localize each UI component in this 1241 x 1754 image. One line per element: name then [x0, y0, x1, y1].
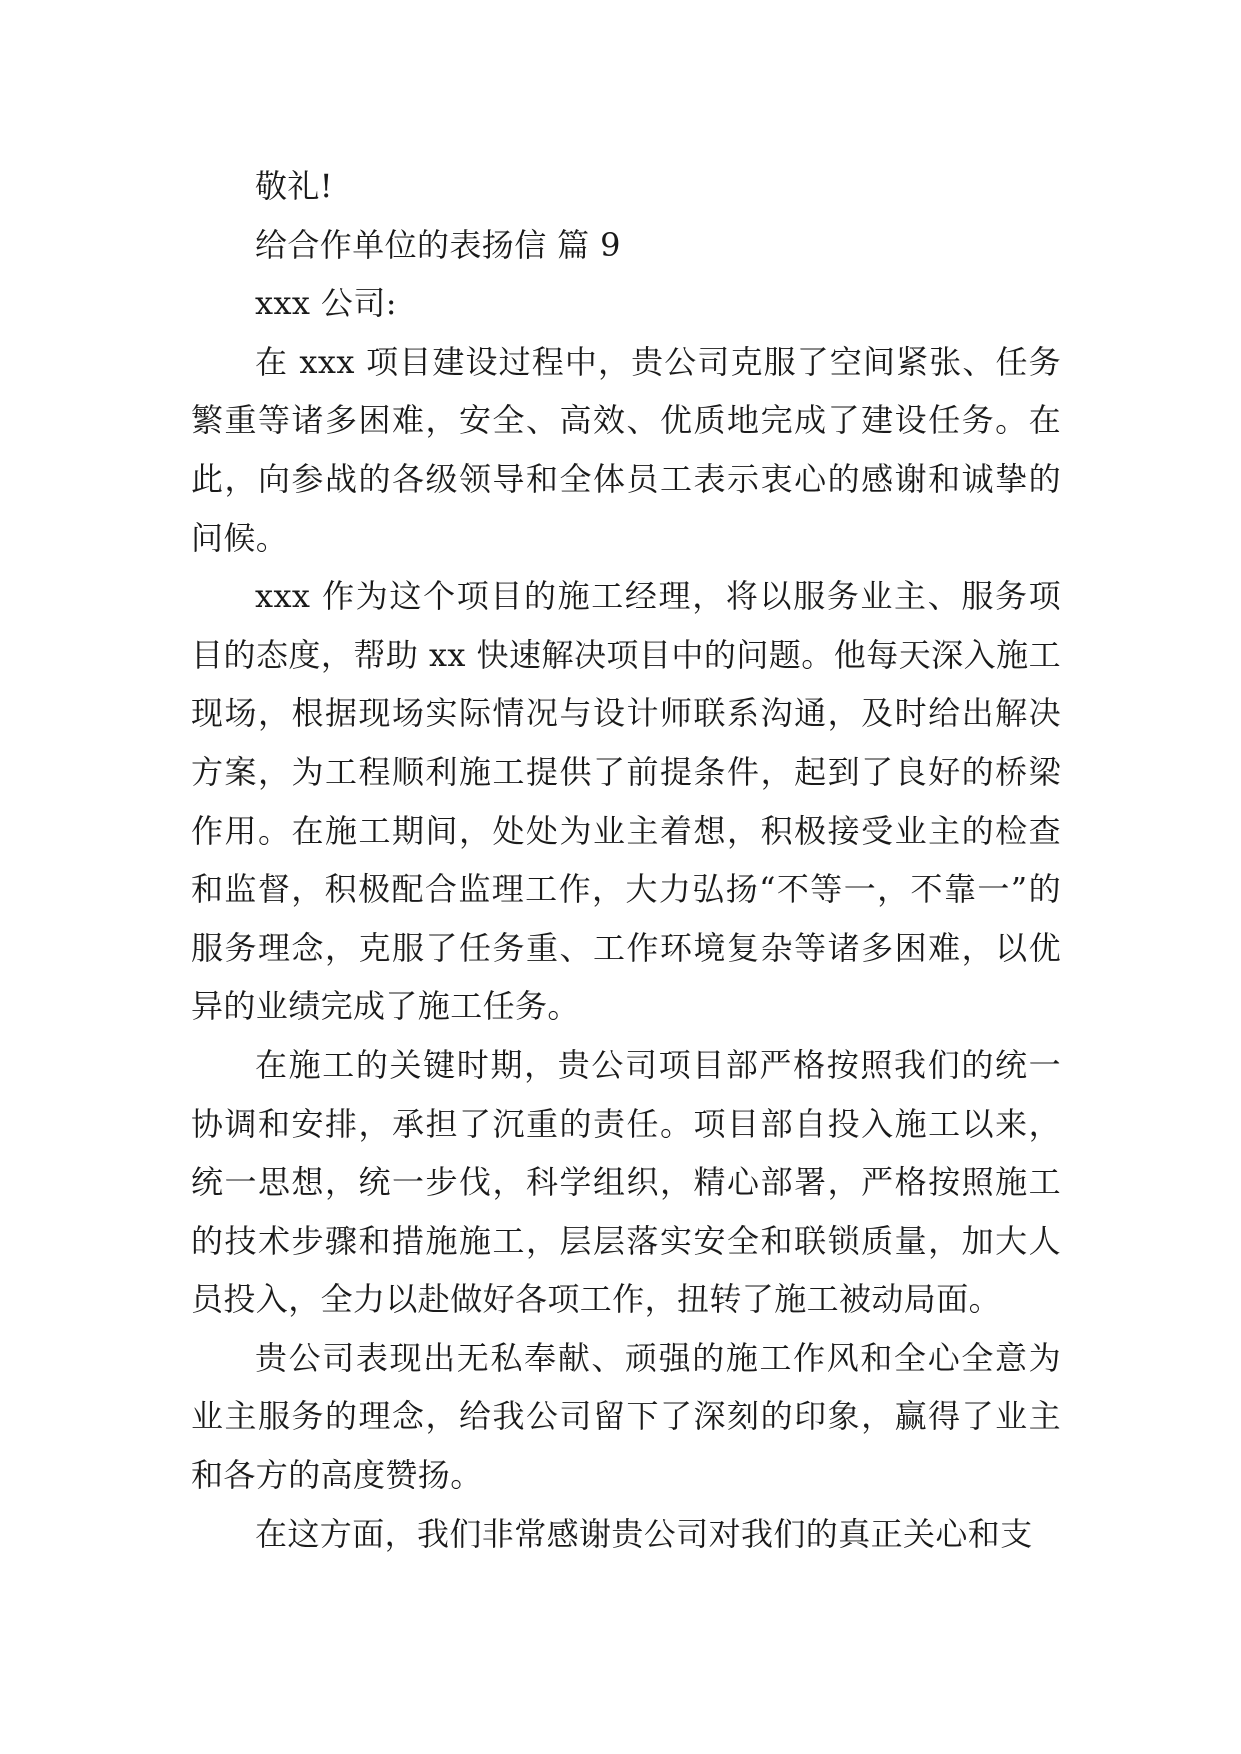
section-title: 给合作单位的表扬信 篇 9 — [255, 225, 621, 264]
paragraph-2: xxx 作为这个项目的施工经理，将以服务业主、服务项目的态度，帮助 xx 快速解决项目中的问题。他每天深入施工现场，根据现场实际情况与设计师联系沟通，及时给出解决方案，为工程顺利施工提供了前提条件，起到了良好的桥梁作用。在施工期间，处处为业主着想，积极接受业主的检查和监督，积极配合监理工作，大力弘扬“不等一，不靠一”的服务理念，克服了任务重、工作环境复杂等诸多困难，以优异的业绩完成了施工任务。 — [191, 577, 1061, 1026]
paragraph-3: 在施工的关键时期，贵公司项目部严格按照我们的统一协调和安排，承担了沉重的责任。项目部自投入施工以来，统一思想，统一步伐，科学组织，精心部署，严格按照施工的技术步骤和措施施工，层层落实安全和联锁质量，加大人员投入，全力以赴做好各项工作，扭转了施工被动局面。 — [191, 1045, 1061, 1319]
letter-body — [191, 157, 1061, 1563]
paragraph-1: 在 xxx 项目建设过程中，贵公司克服了空间紧张、任务繁重等诸多困难，安全、高效、优质地完成了建设任务。在此，向参战的各级领导和全体员工表示衷心的感谢和诚挚的问候。 — [191, 342, 1061, 557]
paragraph-4: 贵公司表现出无私奉献、顽强的施工作风和全心全意为业主服务的理念，给我公司留下了深刻的印象，赢得了业主和各方的高度赞扬。 — [191, 1338, 1061, 1495]
salutation: xxx 公司: — [255, 284, 397, 323]
paragraph-5: 在这方面，我们非常感谢贵公司对我们的真正关心和支 — [255, 1514, 1033, 1553]
closing-text: 敬礼! — [255, 167, 334, 205]
